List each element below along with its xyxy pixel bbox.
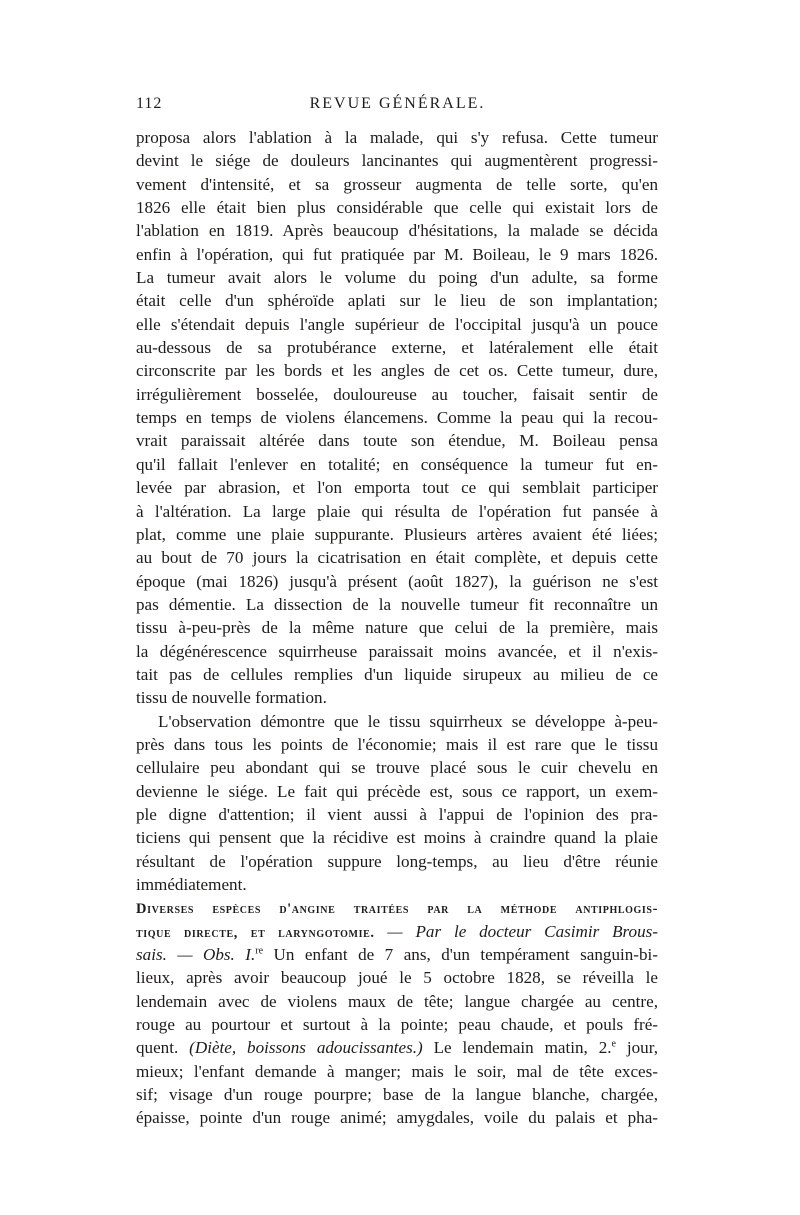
text-line: épaisse, pointe d'un rouge animé; amygdales, voile du palais et pha-: [136, 1108, 658, 1128]
text-line: ple digne d'attention; il vient aussi à l'appui de l'opinion des pra-: [136, 804, 658, 824]
text-line: au bout de 70 jours la cicatrisation en était complète, et depuis cette: [136, 548, 658, 568]
text-line: La tumeur avait alors le volume du poing d'un adulte, sa forme: [136, 268, 658, 288]
text-line: 1826 elle était bien plus considérable que celle qui existait lors de: [136, 198, 658, 218]
running-head: [136, 95, 659, 119]
text-line: lendemain avec de violens maux de tête; langue chargée au centre,: [136, 991, 658, 1011]
text-line: tissu à-peu-près de la même nature que celui de la première, mais: [136, 618, 658, 638]
text-line: levée par abrasion, et l'on emporta tout ce qui semblait participer: [136, 478, 658, 498]
text-line: près dans tous les points de l'économie; mais il est rare que le tissu: [136, 734, 658, 754]
text-line: mieux; l'enfant demande à manger; mais le soir, mal de tête exces-: [136, 1061, 658, 1081]
running-title: REVUE GÉNÉRALE.: [309, 95, 486, 112]
text-line: tissu de nouvelle formation.: [136, 688, 327, 708]
final-lines: [136, 1060, 658, 1130]
section-heading-end: tique directe, et laryngotomie.: [136, 924, 375, 941]
text-line: lieux, après avoir beaucoup joué le 5 octobre 1828, se réveilla le: [136, 968, 658, 988]
body-text: [136, 126, 658, 1130]
text-line: résultant de l'opération suppure long-temps, au lieu d'être réunie: [136, 851, 658, 871]
text-line: circonscrite par les bords et les angles de cet os. Cette tumeur, dure,: [136, 361, 658, 381]
text-line: proposa alors l'ablation à la malade, qui s'y refusa. Cette tumeur: [136, 128, 658, 147]
section-heading-line: [136, 896, 658, 919]
text-line: rouge au pourtour et surtout à la pointe; peau chaude, et pouls fré-: [136, 1015, 658, 1035]
text-line: tait pas de cellules remplies d'un liquide sirupeux au milieu de ce: [136, 664, 658, 684]
text-line: ticiens qui pensent que la récidive est moins à craindre quand la plaie: [136, 828, 658, 848]
page-number: 112: [136, 95, 163, 112]
text-line: la dégénérescence squirrheuse paraissait moins avancée, et il n'exis-: [136, 641, 658, 661]
text-line: [136, 1036, 658, 1059]
text-line: plat, comme une plaie suppurante. Plusieurs artères avaient été liées;: [136, 524, 658, 544]
observation-line: [136, 943, 658, 966]
text-line: au-dessous de sa protubérance externe, et latéralement elle était: [136, 338, 658, 358]
text-line: temps en temps de violens élancemens. Comme la peau qui la recou-: [136, 408, 658, 428]
text-line: devint le siége de douleurs lancinantes qui augmentèrent progressi-: [136, 151, 658, 171]
section-heading: Diverses espèces d'angine traitées par la méthode antiphlogis-: [136, 901, 658, 918]
text-line: qu'il fallait l'enlever en totalité; en conséquence la tumeur fut en-: [136, 454, 658, 474]
text-line: L'observation démontre que le tissu squirrheux se développe à-peu-: [158, 711, 658, 731]
text-line: devienne le siége. Le fait qui précède est, sous ce rapport, un exem-: [136, 781, 658, 801]
byline: — Par le docteur Casimir Brous-: [374, 921, 658, 941]
author-end: sais.: [136, 945, 167, 965]
text-line: pas démentie. La dissection de la nouvelle tumeur fit reconnaître un: [136, 594, 658, 614]
text-line: cellulaire peu abondant qui se trouve placé sous le cuir chevelu en: [136, 758, 658, 778]
text-line: sif; visage d'un rouge pourpre; base de la langue blanche, chargée,: [136, 1085, 658, 1105]
observation-sup: re: [255, 945, 264, 957]
observation-label: — Obs. I.: [166, 945, 256, 965]
text-line: était celle d'un sphéroïde aplati sur le lieu de son implantation;: [136, 291, 658, 311]
text-line: vrait paraissait altérée dans toute son étendue, M. Boileau pensa: [136, 431, 658, 451]
text-line: elle s'étendait depuis l'angle supérieur de l'occipital jusqu'à un pouce: [136, 314, 658, 334]
text-line: enfin à l'opération, qui fut pratiquée par M. Boileau, le 9 mars 1826.: [136, 244, 658, 264]
observation-text: Un enfant de 7 ans, d'un tempérament sanguin-bi-: [263, 945, 658, 965]
text-line: immédiatement.: [136, 875, 247, 894]
text-fragment: jour,: [615, 1038, 659, 1058]
section-lines: [136, 966, 658, 1036]
section-heading-line: [136, 920, 658, 943]
text-line: vement d'intensité, et sa grosseur augmenta de telle sorte, qu'en: [136, 174, 658, 194]
ordinal-sup: e: [611, 1038, 616, 1050]
prescription: (Diète, boissons adoucissantes.): [189, 1038, 423, 1058]
text-line: irrégulièrement bosselée, douloureuse au toucher, faisait sentir de: [136, 384, 658, 404]
text-line: l'ablation en 1819. Après beaucoup d'hésitations, la malade se décida: [136, 221, 658, 241]
text-fragment: Le lendemain matin, 2.: [422, 1038, 612, 1058]
text-line: époque (mai 1826) jusqu'à présent (août 1827), la guérison ne s'est: [136, 571, 658, 591]
text-line: à l'altération. La large plaie qui résulta de l'opération fut pansée à: [136, 501, 658, 521]
text-fragment: quent.: [136, 1038, 190, 1058]
paragraph-block: [136, 126, 658, 896]
